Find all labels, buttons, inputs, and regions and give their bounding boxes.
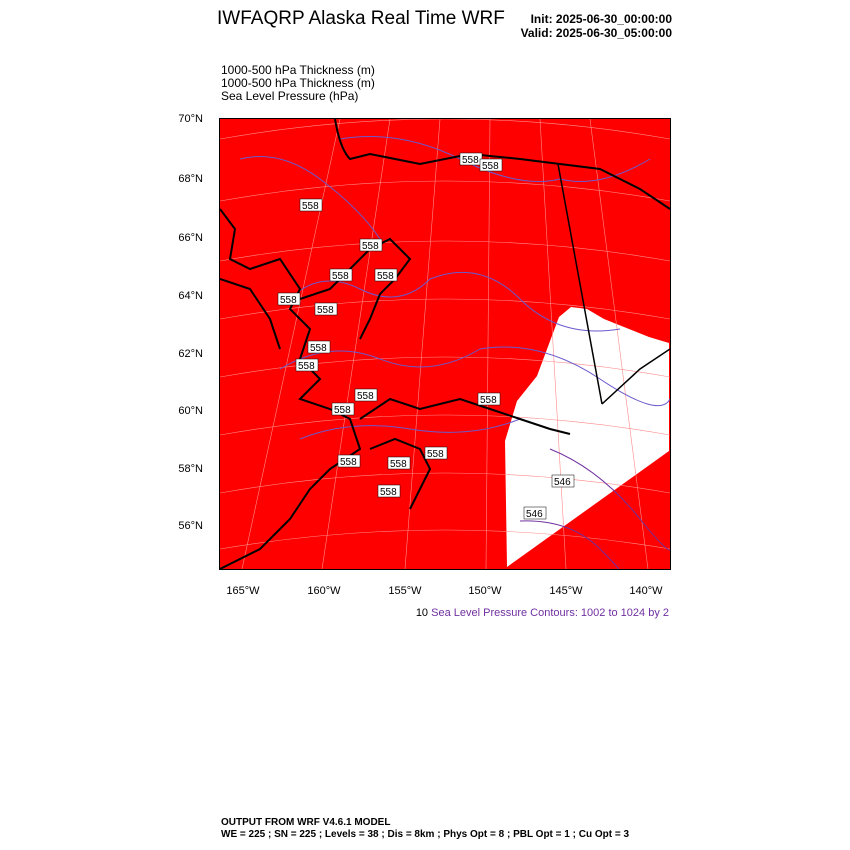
lon-label: 150°W — [468, 585, 502, 597]
contour-info-prefix: 10 — [415, 607, 429, 619]
contour-label — [330, 269, 352, 282]
svg-text:558: 558 — [362, 241, 379, 252]
init-time: Init: 2025-06-30_00:00:00 — [530, 12, 672, 26]
contour-label — [315, 303, 337, 316]
svg-text:558: 558 — [380, 487, 397, 498]
contour-label — [378, 485, 400, 498]
contour-label — [332, 403, 354, 416]
svg-text:558: 558 — [480, 395, 497, 406]
svg-text:558: 558 — [462, 155, 479, 166]
contour-label — [308, 341, 330, 354]
contour-label — [375, 269, 397, 282]
contour-label — [360, 239, 382, 252]
contour-label — [478, 393, 500, 406]
svg-text:558: 558 — [427, 449, 444, 460]
lon-label: 145°W — [549, 585, 583, 597]
lon-label: 160°W — [307, 585, 341, 597]
svg-text:558: 558 — [298, 361, 315, 372]
lat-label: 58°N — [178, 463, 203, 475]
lat-label: 56°N — [178, 520, 203, 532]
time-info — [521, 12, 672, 40]
field-label-thickness-1: 1000-500 hPa Thickness (m) — [221, 63, 375, 77]
lon-label: 155°W — [388, 585, 422, 597]
map-canvas — [220, 119, 670, 569]
lon-label: 140°W — [629, 585, 663, 597]
footer-line-2: WE = 225 ; SN = 225 ; Levels = 38 ; Dis = 8km ; Phys Opt = 8 ; PBL Opt = 1 ; Cu Opt = 3 — [221, 829, 630, 840]
svg-text:558: 558 — [310, 343, 327, 354]
svg-text:558: 558 — [390, 459, 407, 470]
model-footer — [221, 817, 629, 841]
svg-text:558: 558 — [317, 305, 334, 316]
contour-info-text: Sea Level Pressure Contours: 1002 to 1024 by 2 — [431, 607, 669, 619]
lon-label: 165°W — [226, 585, 260, 597]
svg-text:558: 558 — [482, 161, 499, 172]
contour-label — [296, 359, 318, 372]
svg-text:558: 558 — [334, 405, 351, 416]
valid-time: Valid: 2025-06-30_05:00:00 — [520, 26, 672, 40]
svg-text:558: 558 — [332, 271, 349, 282]
lat-label: 62°N — [178, 348, 203, 360]
contour-info — [416, 607, 669, 619]
lat-label: 70°N — [178, 113, 203, 125]
svg-text:558: 558 — [280, 295, 297, 306]
map-title: IWFAQRP Alaska Real Time WRF — [217, 8, 505, 29]
svg-text:546: 546 — [526, 509, 543, 520]
svg-text:558: 558 — [377, 271, 394, 282]
map-panel — [219, 118, 671, 570]
contour-label — [552, 475, 574, 488]
contour-label — [524, 507, 546, 520]
svg-text:558: 558 — [302, 201, 319, 212]
svg-text:558: 558 — [340, 457, 357, 468]
lat-label: 64°N — [178, 290, 203, 302]
contour-label — [480, 159, 502, 172]
contour-label — [278, 293, 300, 306]
contour-label — [388, 457, 410, 470]
contour-label — [460, 153, 482, 166]
lat-label: 68°N — [178, 173, 203, 185]
footer-line-1: OUTPUT FROM WRF V4.6.1 MODEL — [221, 817, 391, 828]
contour-label — [355, 389, 377, 402]
lat-label: 66°N — [178, 232, 203, 244]
svg-text:546: 546 — [554, 477, 571, 488]
contour-label — [425, 447, 447, 460]
field-label-thickness-2: 1000-500 hPa Thickness (m) — [221, 76, 375, 90]
svg-text:558: 558 — [357, 391, 374, 402]
lat-label: 60°N — [178, 405, 203, 417]
contour-label — [338, 455, 360, 468]
field-label-slp: Sea Level Pressure (hPa) — [221, 89, 359, 103]
contour-label — [300, 199, 322, 212]
